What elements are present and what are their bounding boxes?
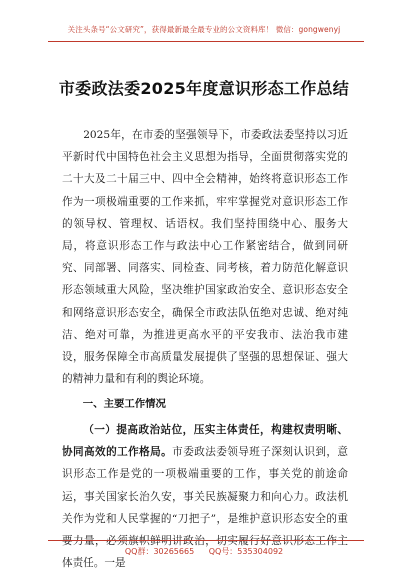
header-banner: 关注头条号“公文研究”，获得最新最全最专业的公文资料库！ 微信：gongwenyj: [67, 25, 341, 34]
header-divider: [48, 41, 364, 42]
footer-divider: [48, 540, 364, 541]
document-title: 市委政法委2025年度意识形态工作总结: [58, 79, 350, 98]
section-heading: 一、主要工作情况: [82, 398, 166, 410]
subsection-lead: （一）提高政治站位，压实主体责任，构建权责明晰、协同高效的工作格局。: [62, 424, 348, 459]
subsection-body: 市委政法委领导班子深刻认识到，意识形态工作是党的一项极端重要的工作，事关党的前途命运，事关国家长治久安，事关民族凝聚力和向心力。政法机关作为党和人民掌握的“刀把子”，是维护意识形态安全的重要力量，必须旗帜鲜明讲政治，切实履行好意识形态工作主体责任。一是: [62, 446, 349, 570]
intro-paragraph: 2025年，在市委的坚强领导下，市委政法委坚持以习近平新时代中国特色社会主义思想为指导，全面贯彻落实党的二十大及二十届三中、四中全会精神，始终将意识形态工作作为一项极端重要的工作来抓，牢牢掌握党对意识形态工作的领导权、管理权、话语权。我们坚持围绕中心、服务大局，将意识形态工作与政法中心工作紧密结合，做到同研究、同部署、同落实、同检查、同考核，着力防范化解意识形态领域重大风险，坚决维护国家政治安全、意识形态安全和网络意识形态安全，确保全市政法队伍绝对忠诚、绝对纯洁、绝对可靠，为推进更高水平的平安我市、法治我市建设，服务保障全市高质量发展提供了坚强的思想保证、强大的精神力量和有利的舆论环境。: [62, 129, 348, 386]
footer-qq-number: QQ号：535304092: [208, 547, 284, 556]
footer-qq-group: QQ群：30265665: [124, 547, 195, 556]
footer-contacts: [0, 546, 408, 557]
